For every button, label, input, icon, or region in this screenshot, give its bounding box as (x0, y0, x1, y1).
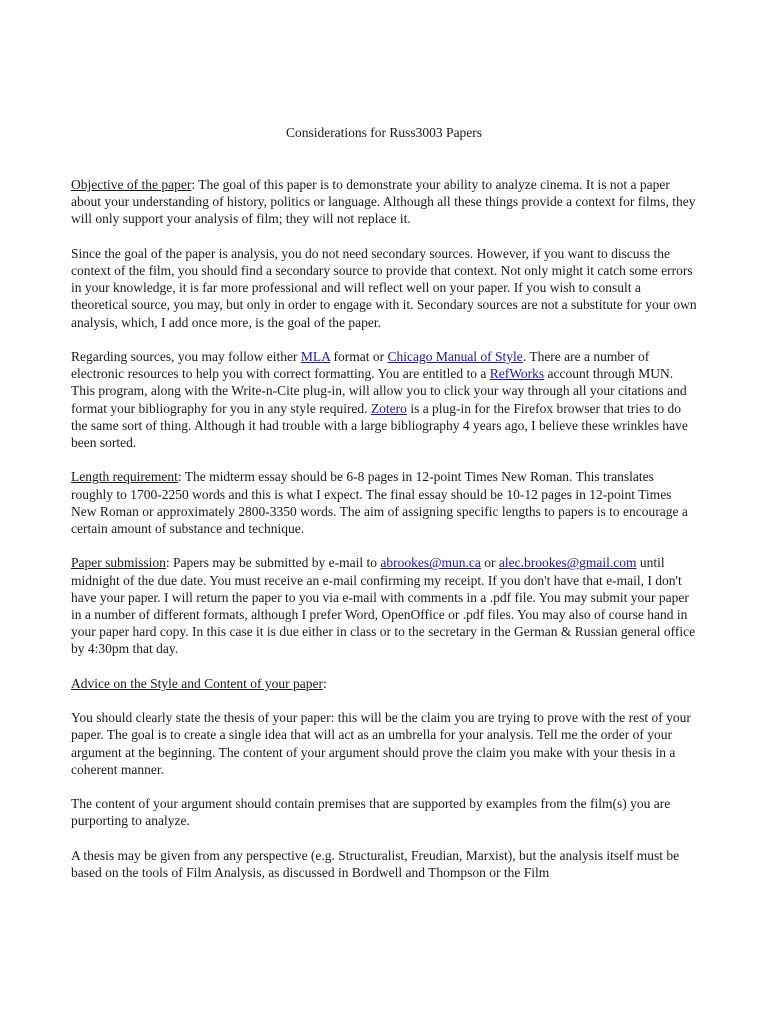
refworks-link[interactable]: RefWorks (489, 366, 545, 382)
submission-text-2: or (480, 555, 499, 571)
submission-text-3: until midnight of the due date. You must receive an e-mail confirming my receipt. If you don't have that e-mail, I don't have your paper. I will return the paper to you via e-mail with comments in a .pdf file. You may submit your paper in a number of different formats, although I prefer Word, OpenOffice or .pdf files. You may also of course hand in your paper hard copy. In this case it is due either in class or to the secretary in the German & Russian general office by 4:30pm that day. (71, 555, 696, 657)
mla-link[interactable]: MLA (300, 349, 331, 364)
advice-heading-paragraph (71, 675, 697, 692)
advice-paragraph-3: A thesis may be given from any perspective (e.g. Structuralist, Freudian, Marxist), but the analysis itself must be based on the tools of Film Analysis, as discussed in Bordwell and Thompson or the Film (71, 847, 680, 880)
document-body (71, 176, 697, 898)
regarding-sources-paragraph (71, 348, 697, 451)
advice-paragraph-1: You should clearly state the thesis of your paper: this will be the claim you are trying to prove with the rest of your paper. The goal is to create a single idea that will act as an umbrella for your analysis. Tell me the order of your argument at the beginning. The content of your argument should prove the claim you make with your thesis in a coherent manner. (71, 710, 691, 777)
length-text: : The midterm essay should be 6-8 pages in 12-point Times New Roman. This translates roughly to 1700-2250 words and this is what I expect. The final essay should be 10-12 pages in 12-point Times New Roman or approximately 2800-3350 words. The aim of assigning specific lengths to papers is to encourage a certain amount of substance and technique. (71, 469, 688, 537)
secondary-sources-paragraph: Since the goal of the paper is analysis, you do not need secondary sources. However, if you want to discuss the context of the film, you should find a secondary source to provide that context. Not only might it catch some errors in your knowledge, it is far more professional and will reflect well on your paper. If you wish to consult a theoretical source, you may, but only in order to engage with it. Secondary sources are not a substitute for your own analysis, which, I add once more, is the goal of the paper. (71, 245, 697, 330)
sources-text-3: . There are a number of electronic resources to help you with correct formatting. You are entitled to a (71, 349, 650, 382)
submission-heading: Paper submission (71, 555, 166, 571)
chicago-manual-link[interactable]: Chicago Manual of Style (387, 349, 523, 364)
email-link-mun[interactable]: abrookes@mun.ca (380, 555, 481, 571)
sources-text-4: account through MUN. This program, along with the Write-n-Cite plug-in, will allow you to click your way through all your citations and format your bibliography for you in any style required. (71, 366, 687, 416)
submission-paragraph (71, 554, 697, 657)
zotero-link[interactable]: Zotero (370, 400, 407, 416)
length-paragraph (71, 468, 697, 537)
sources-text-2: format or (330, 349, 388, 364)
advice-heading: Advice on the Style and Content of your paper (71, 675, 323, 691)
document-title: Considerations for Russ3003 Papers (285, 125, 483, 140)
email-link-gmail[interactable]: alec.brookes@gmail.com (498, 555, 637, 571)
sources-text-5: is a plug-in for the Firefox browser that tries to do the same sort of thing. Although it had trouble with a large bibliography 4 years ago, I believe these wrinkles have been sorted. (71, 400, 688, 451)
length-heading: Length requirement (71, 469, 178, 485)
objective-text: : The goal of this paper is to demonstrate your ability to analyze cinema. It is not a paper about your understanding of history, politics or language. Although all these things provide a context for films, they will only support your analysis of film; they will not replace it. (71, 177, 696, 227)
objective-heading: Objective of the paper (71, 177, 192, 192)
objective-paragraph (71, 176, 697, 228)
sources-text-1: Regarding sources, you may follow either (71, 349, 301, 364)
advice-colon: : (322, 675, 327, 691)
advice-paragraph-2: The content of your argument should contain premises that are supported by examples from the film(s) you are purporting to analyze. (71, 796, 671, 829)
submission-text-1: : Papers may be submitted by e-mail to (165, 555, 381, 571)
